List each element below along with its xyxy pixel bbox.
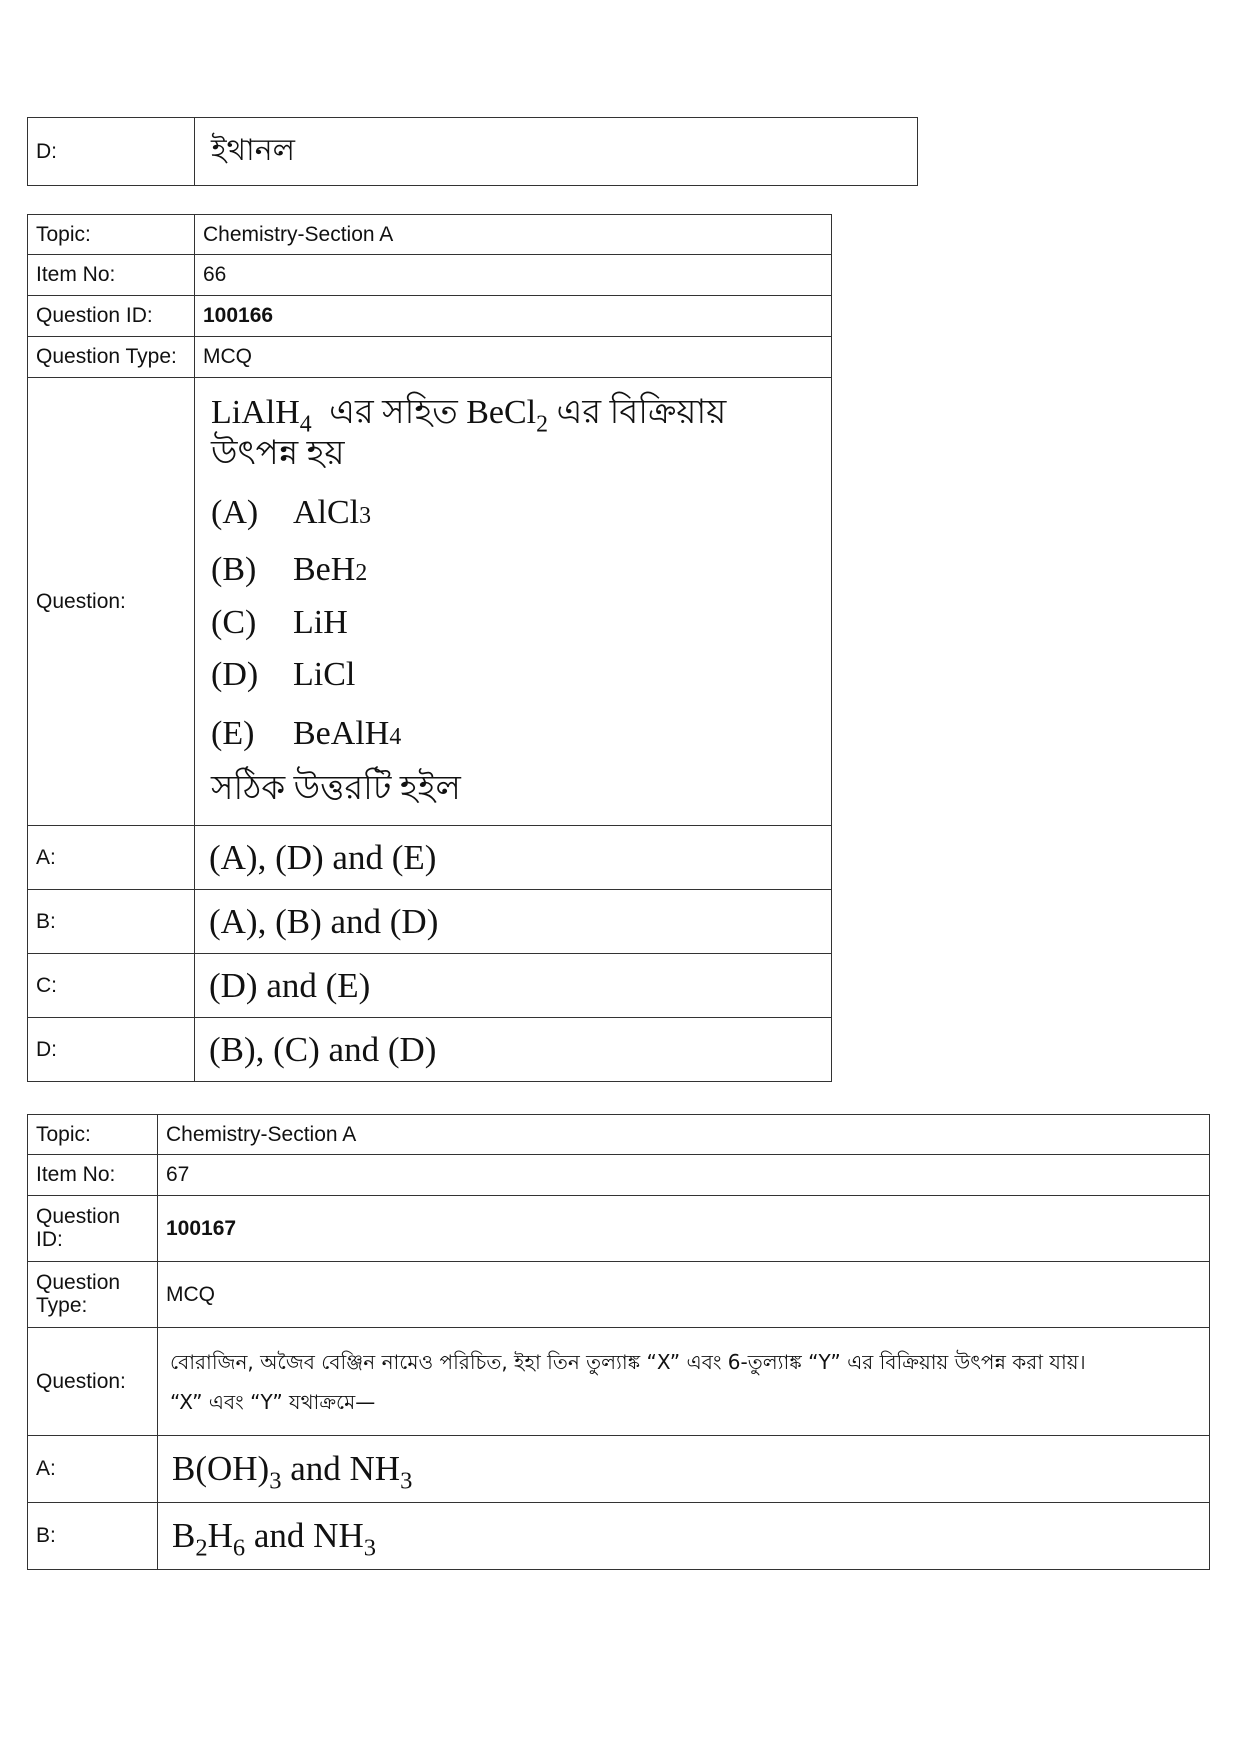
statement-c: (C) LiH: [211, 603, 348, 641]
question-stem: LiAlH$_4$ এর সহিত BeCl$_2$ এর বিক্রিয়ায় উৎপন্ন হয়: [211, 394, 727, 473]
statement-d: (D) LiCl: [211, 656, 356, 694]
option-c-label: C:: [28, 954, 195, 1018]
option-d-text: (B), (C) and (D): [195, 1018, 832, 1082]
question-type-value: MCQ: [158, 1262, 1210, 1328]
statement-e: (E) BeAlH 4: [211, 715, 402, 753]
item-67-table: [27, 1114, 1210, 1570]
topic-label: Topic:: [28, 215, 195, 255]
option-b-label: B:: [28, 890, 195, 954]
item-no-label: Item No:: [28, 255, 195, 296]
option-a-text: (A), (D) and (E): [195, 826, 832, 890]
option-a-label: A:: [28, 826, 195, 890]
question-id-label: Question ID:: [28, 1196, 158, 1262]
question-type-label: Question Type:: [28, 1262, 158, 1328]
item-no-label: Item No:: [28, 1155, 158, 1196]
question-id-value: 100166: [195, 296, 832, 337]
item-66-table: [27, 214, 832, 1082]
statement-a: (A) AlCl 3: [211, 493, 372, 531]
question-label: Question:: [28, 378, 195, 826]
topic-value: Chemistry-Section A: [158, 1115, 1210, 1155]
option-d-label: D:: [28, 118, 195, 186]
option-b-label: B:: [28, 1503, 158, 1570]
prev-item-table: [27, 117, 918, 186]
question-type-value: MCQ: [195, 337, 832, 378]
question-line-1: বোরাজিন, অজৈব বেঞ্জিন নামেও পরিচিত, ইহা তিন তুল্যাঙ্ক “X” এবং 6-তুল্যাঙ্ক “Y” এর বিক্রিয়ায় উৎপন্ন করা যায়।: [170, 1349, 1086, 1374]
question-label: Question:: [28, 1328, 158, 1436]
item-no-value: 66: [195, 255, 832, 296]
item-no-value: 67: [158, 1155, 1210, 1196]
statement-b: (B) BeH 2: [211, 550, 368, 588]
topic-value: Chemistry-Section A: [195, 215, 832, 255]
topic-label: Topic:: [28, 1115, 158, 1155]
question-body: [195, 378, 832, 826]
option-b-text: (A), (B) and (D): [195, 890, 832, 954]
question-id-value: 100167: [158, 1196, 1210, 1262]
option-d-label: D:: [28, 1018, 195, 1082]
question-type-label: Question Type:: [28, 337, 195, 378]
question-body: [158, 1328, 1210, 1436]
question-line-2: “X” এবং “Y” যথাক্রমে—: [170, 1389, 376, 1414]
option-a-label: A:: [28, 1436, 158, 1503]
option-a-text: $B(OH)_3$ and $NH_3$: [158, 1436, 1210, 1503]
option-c-text: (D) and (E): [195, 954, 832, 1018]
question-closing: সঠিক উত্তরটি হইল: [211, 769, 461, 807]
option-b-text: $B_2H_6$ and $NH_3$: [158, 1503, 1210, 1570]
question-id-label: Question ID:: [28, 296, 195, 337]
option-d-text: ইথানল: [195, 118, 918, 186]
